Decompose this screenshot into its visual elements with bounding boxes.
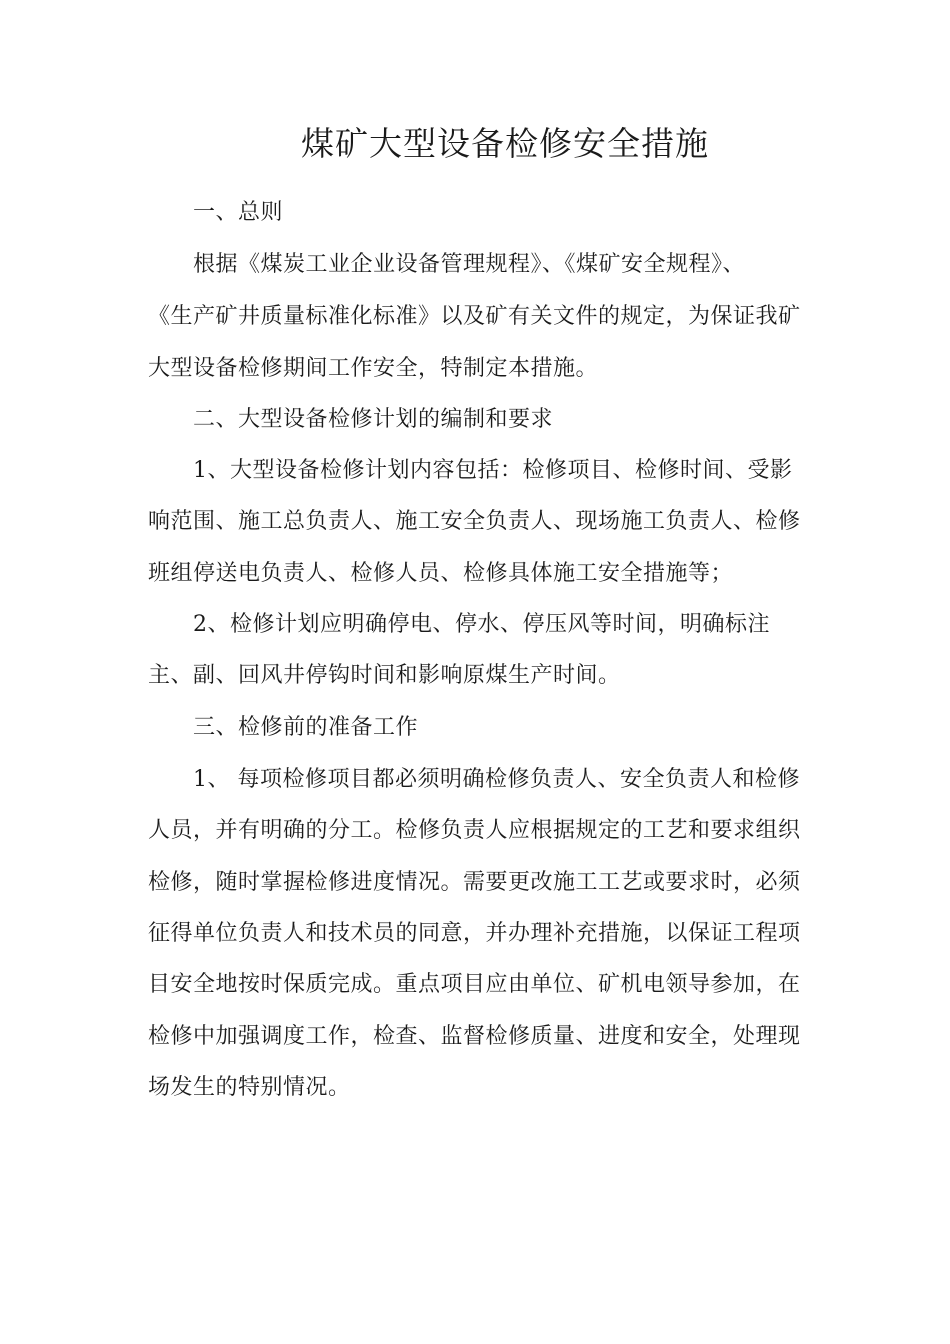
paragraph-line: 征得单位负责人和技术员的同意，并办理补充措施，以保证工程项: [148, 921, 801, 946]
section-heading-preparation: 三、检修前的准备工作: [193, 715, 419, 740]
paragraph-line: 1、 每项检修项目都必须明确检修负责人、安全负责人和检修: [193, 767, 800, 792]
document-title: 煤矿大型设备检修安全措施: [301, 124, 709, 163]
paragraph-line: 场发生的特别情况。: [148, 1075, 351, 1100]
paragraph-line: 《生产矿井质量标准化标准》以及矿有关文件的规定，为保证我矿: [148, 304, 801, 329]
paragraph-line: 1、大型设备检修计划内容包括：检修项目、检修时间、受影: [193, 458, 793, 483]
paragraph-line: 目安全地按时保质完成。重点项目应由单位、矿机电领导参加，在: [148, 972, 801, 997]
paragraph-line: 检修，随时掌握检修进度情况。需要更改施工工艺或要求时，必须: [148, 870, 801, 895]
paragraph-line: 人员，并有明确的分工。检修负责人应根据规定的工艺和要求组织: [148, 818, 801, 843]
paragraph-line: 检修中加强调度工作，检查、监督检修质量、进度和安全，处理现: [148, 1024, 801, 1049]
paragraph-line: 主、副、回风井停钩时间和影响原煤生产时间。: [148, 663, 621, 688]
section-heading-general: 一、总则: [193, 200, 284, 225]
paragraph-line: 班组停送电负责人、检修人员、检修具体施工安全措施等；: [148, 561, 734, 586]
section-heading-plan: 二、大型设备检修计划的编制和要求: [193, 407, 554, 432]
paragraph-line: 响范围、施工总负责人、施工安全负责人、现场施工负责人、检修: [148, 509, 801, 534]
paragraph-line: 根据《煤炭工业企业设备管理规程》、《煤矿安全规程》、: [193, 252, 746, 277]
paragraph-line: 2、检修计划应明确停电、停水、停压风等时间，明确标注: [193, 612, 770, 637]
paragraph-line: 大型设备检修期间工作安全，特制定本措施。: [148, 356, 599, 381]
